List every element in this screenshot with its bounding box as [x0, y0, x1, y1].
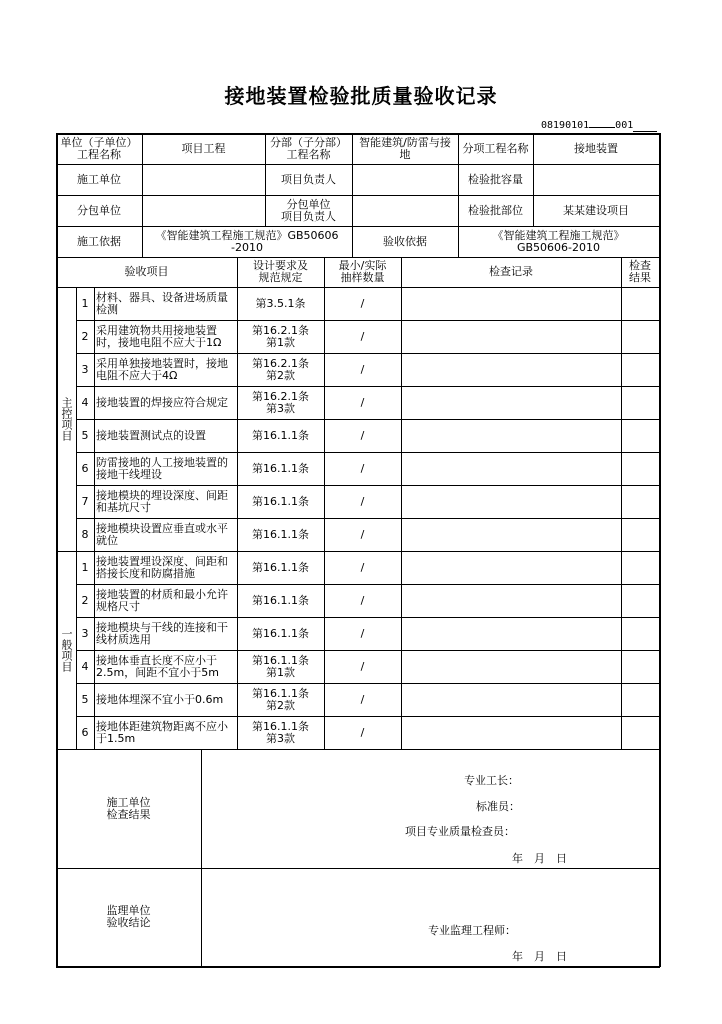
general-items-no: 4	[81, 659, 89, 673]
main-items-text: 接地模块设置应垂直或水平就位	[96, 521, 228, 547]
grid-vline	[76, 287, 77, 750]
unit-label: 单位（子单位） 工程名称	[60, 135, 138, 161]
main-items-no: 5	[81, 428, 89, 442]
construction-check-label: 施工单位 检查结果	[106, 795, 151, 821]
item-value: 接地装置	[574, 141, 618, 155]
main-items-no: 6	[81, 461, 89, 475]
main-items-no: 4	[81, 395, 89, 409]
general-items-sample: /	[360, 626, 365, 640]
general-items-sample: /	[360, 659, 365, 673]
code-prefix: 08190101	[541, 120, 590, 131]
grid-vline	[659, 133, 661, 967]
main-items-text: 材料、器具、设备进场质量检测	[96, 290, 228, 316]
batch-location-label: 检验批部位	[468, 203, 523, 217]
general-items-no: 6	[81, 725, 89, 739]
document-code	[541, 118, 657, 132]
subcontract-manager-label: 分包单位 项目负责人	[281, 197, 336, 223]
col-item-header: 验收项目	[124, 265, 169, 278]
main-items-sample: /	[360, 296, 365, 310]
subdivision-label: 分部（子分部） 工程名称	[270, 135, 347, 161]
main-items-text: 接地装置的焊接应符合规定	[96, 395, 228, 409]
main-items-sample: /	[360, 395, 365, 409]
general-items-spec: 第16.1.1条 第3款	[252, 719, 309, 745]
construction-basis-value: 《智能建筑工程施工规范》GB50606 -2010	[155, 228, 339, 254]
main-items-sample: /	[360, 428, 365, 442]
general-items-no: 5	[81, 692, 89, 706]
main-items-sample: /	[360, 494, 365, 508]
main-items-spec: 第16.2.1条 第3款	[252, 389, 309, 415]
subdivision-value: 智能建筑/防雷与接 地	[359, 135, 451, 161]
col-sample-header: 最小/实际 抽样数量	[338, 259, 387, 284]
general-items-no: 3	[81, 626, 89, 640]
supervision-label: 监理单位 验收结论	[106, 904, 151, 929]
main-items-sample: /	[360, 527, 365, 541]
main-items-no: 8	[81, 527, 89, 541]
general-items-sample: /	[360, 692, 365, 706]
grid-hline	[56, 164, 660, 165]
main-items-spec: 第16.1.1条	[252, 428, 309, 442]
supervision-date: 年 月 日	[512, 950, 567, 963]
construction-unit-label: 施工单位	[77, 172, 121, 186]
construction-date: 年 月 日	[512, 852, 567, 865]
main-items-no: 7	[81, 494, 89, 508]
general-items-text: 接地体距建筑物距离不应小于1.5m	[96, 719, 228, 745]
main-items-text: 采用建筑物共用接地装置时，接地电阻不应大于1Ω	[96, 323, 222, 349]
main-items-sample: /	[360, 362, 365, 376]
main-items-text: 接地装置测试点的设置	[96, 428, 206, 442]
main-items-spec: 第16.2.1条 第1款	[252, 323, 309, 349]
grid-hline	[56, 966, 660, 968]
batch-capacity-label: 检验批容量	[468, 172, 523, 186]
general-items-text: 接地体埋深不宜小于0.6m	[96, 692, 224, 706]
quality-inspector-signature: 项目专业质量检查员：	[405, 825, 515, 838]
standards-officer-signature: 标准员：	[476, 800, 520, 813]
main-items-spec: 第16.1.1条	[252, 527, 309, 541]
general-items-spec: 第16.1.1条	[252, 560, 309, 574]
acceptance-basis-label: 验收依据	[383, 234, 427, 248]
main-items-no: 2	[81, 329, 89, 343]
grid-vline	[201, 749, 202, 967]
general-items-sample: /	[360, 725, 365, 739]
acceptance-basis-value: 《智能建筑工程施工规范》 GB50606-2010	[492, 228, 625, 254]
code-underline-tail	[633, 120, 657, 132]
main-items-no: 3	[81, 362, 89, 376]
general-group-label: 一般项目	[60, 628, 73, 672]
project-manager-label: 项目负责人	[281, 172, 336, 186]
col-record-header: 检查记录	[489, 265, 533, 278]
code-underline	[589, 118, 615, 128]
general-items-text: 接地模块与干线的连接和干线材质选用	[96, 620, 228, 646]
unit-value: 项目工程	[181, 141, 226, 155]
general-items-no: 2	[81, 593, 89, 607]
general-items-text: 接地装置埋设深度、间距和搭接长度和防腐措施	[96, 554, 228, 580]
main-items-no: 1	[81, 296, 89, 310]
general-items-spec: 第16.1.1条 第2款	[252, 686, 309, 712]
main-items-sample: /	[360, 461, 365, 475]
grid-vline	[94, 287, 95, 750]
batch-location-value: 某某建设项目	[563, 203, 629, 217]
foreman-signature: 专业工长：	[464, 774, 519, 787]
supervision-engineer-signature: 专业监理工程师：	[428, 924, 516, 937]
item-label: 分项工程名称	[462, 141, 529, 155]
subcontract-unit-label: 分包单位	[77, 203, 121, 217]
general-items-no: 1	[81, 560, 89, 574]
grid-vline	[401, 257, 402, 749]
grid-vline	[621, 257, 622, 749]
main-items-text: 接地模块的埋设深度、间距和基坑尺寸	[96, 488, 228, 514]
main-items-text: 采用单独接地装置时，接地电阻不应大于4Ω	[96, 356, 228, 382]
main-items-spec: 第16.2.1条 第2款	[252, 356, 309, 382]
main-group-label: 主控项目	[60, 397, 73, 441]
general-items-spec: 第16.1.1条 第1款	[252, 653, 309, 679]
main-items-spec: 第3.5.1条	[255, 296, 306, 310]
general-items-text: 接地体垂直长度不应小于2.5m，间距不宜小于5m	[96, 653, 219, 679]
main-items-text: 防雷接地的人工接地装置的接地干线埋设	[96, 455, 228, 481]
code-suffix: 001	[615, 120, 634, 131]
general-items-sample: /	[360, 560, 365, 574]
main-items-sample: /	[360, 329, 365, 343]
general-items-spec: 第16.1.1条	[252, 593, 309, 607]
main-items-spec: 第16.1.1条	[252, 461, 309, 475]
col-design-header: 设计要求及 规范规定	[253, 259, 308, 284]
main-items-spec: 第16.1.1条	[252, 494, 309, 508]
col-result-header: 检查 结果	[629, 259, 651, 284]
general-items-sample: /	[360, 593, 365, 607]
construction-basis-label: 施工依据	[77, 234, 121, 248]
page-title: 接地装置检验批质量验收记录	[224, 84, 498, 108]
general-items-spec: 第16.1.1条	[252, 626, 309, 640]
general-items-text: 接地装置的材质和最小允许规格尺寸	[96, 587, 228, 613]
